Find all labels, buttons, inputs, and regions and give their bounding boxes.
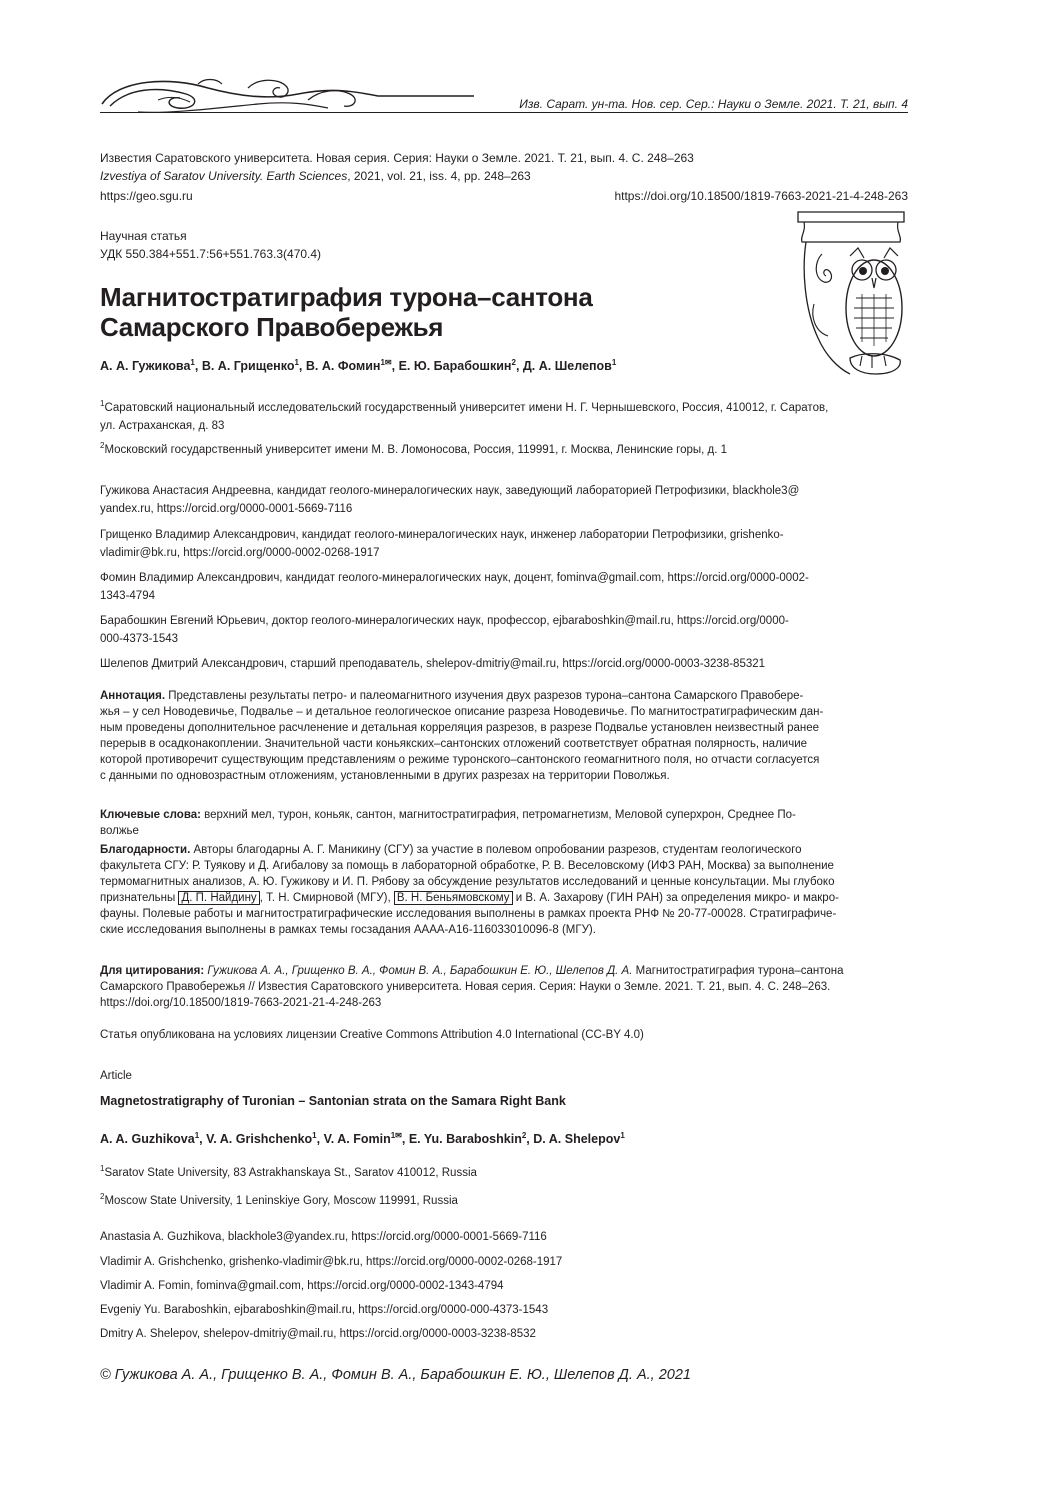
cite-line-2: Самарского Правобережья // Известия Саратовского университета. Новая серия. Серия: Науки о Земле. 2021. Т. 21, вып. 4. С. 248–263.: [100, 981, 831, 993]
authors-ru: А. А. Гужикова$^1$, В. А. Грищенко$^1$, В. А. Фомин$^{1✉}$, Е. Ю. Барабошкин$^2$, Д. А. Шелепов$^1$: [100, 357, 617, 373]
author-info-ru-2: [100, 527, 908, 561]
author-info-ru-1-line-2: yandex.ru, https://orcid.org/0000-0001-5669-7116: [100, 503, 353, 515]
author-en-2[interactable]: V. A. Grishchenko: [206, 1132, 313, 1146]
author-en-1[interactable]: A. A. Guzhikova: [100, 1132, 195, 1146]
boxed-name-naidin: Д. П. Найдину: [178, 891, 259, 905]
author-info-ru-3-line-1: Фомин Владимир Александрович, кандидат геолого-минералогических наук, доцент, fominva@gmail.com, https://orcid.org/0000-0002-: [100, 572, 809, 584]
cite-block: [100, 963, 908, 1011]
affiliation-ru-1: [100, 400, 908, 434]
author-info-ru-1-line-1: Гужикова Анастасия Андреевна, кандидат геолого-минералогических наук, заведующий лабораторией Петрофизики, blackhole3@: [100, 485, 800, 497]
doi-url[interactable]: https://doi.org/10.18500/1819-7663-2021-21-4-248-263: [614, 189, 908, 203]
acknowledgments-line-3: термомагнитных анализов, А. Ю. Гужикову и И. П. Рябову за обсуждение результатов исследований и ценные консультации. Мы глубоко: [100, 876, 835, 888]
site-url[interactable]: https://geo.sgu.ru: [100, 189, 193, 203]
acknowledgments-line-4-c: и В. А. Захарову (ГИН РАН) за определения микро- и макро-: [512, 892, 839, 904]
author-ru-2-sup: 1: [294, 357, 299, 367]
keywords-line-1: верхний мел, турон, коньяк, сантон, магнитостратиграфия, петромагнетизм, Меловой суперхрон, Среднее По-: [200, 809, 796, 821]
affiliation-ru-2: [100, 442, 908, 458]
author-info-en-5: Dmitry A. Shelepov, shelepov-dmitriy@mail.ru, https://orcid.org/0000-0003-3238-8532: [100, 1328, 536, 1340]
citation-ru: Известия Саратовского университета. Новая серия. Серия: Науки о Земле. 2021. Т. 21, вып. 4. С. 248–263: [100, 151, 694, 165]
abstract-line-5: которой противоречит существующим представлениям о режиме туронского–сантонского геомагнитного поля, но отчасти согласуется: [100, 754, 820, 766]
affiliation-en-2: [100, 1193, 458, 1209]
copyright: © Гужикова А. А., Грищенко В. А., Фомин В. А., Барабошкин Е. Ю., Шелепов Д. А., 2021: [100, 1367, 691, 1383]
author-en-4-sup: 2: [521, 1130, 527, 1140]
acknowledgments-line-5: фауны. Полевые работы и магнитостратиграфические исследования выполнены в рамках проекта РНФ № 20-77-00028. Стратиграфиче-: [100, 908, 837, 920]
author-info-ru-4-line-1: Барабошкин Евгений Юрьевич, доктор геолого-минералогических наук, профессор, ejbaraboshkin@mail.ru, https://orcid.org/0000-: [100, 615, 789, 627]
author-info-ru-3-line-2: 1343-4794: [100, 590, 155, 602]
author-ru-1[interactable]: А. А. Гужикова: [100, 359, 191, 373]
acknowledgments-line-6: ские исследования выполнены в рамках темы госзадания АААА-А16-116033010096-8 (МГУ).: [100, 924, 596, 936]
author-info-ru-5-line-1: Шелепов Дмитрий Александрович, старший преподаватель, shelepov-dmitriy@mail.ru, https://orcid.org/0000-0003-3238-85321: [100, 658, 766, 670]
author-info-en-2: Vladimir A. Grishchenko, grishenko-vladimir@bk.ru, https://orcid.org/0000-0002-0268-1917: [100, 1256, 563, 1268]
acknowledgments: [100, 842, 908, 938]
keywords-line-2: волжье: [100, 825, 139, 837]
author-ru-5[interactable]: Д. А. Шелепов: [522, 359, 612, 373]
affiliation-ru-1-line-1: Саратовский национальный исследовательский государственный университет имени Н. Г. Чернышевского, Россия, 410012, г. Саратов,: [104, 402, 829, 414]
abstract-line-2: жья – у сел Новодевичье, Подвалье – и детальное геологическое описание разреза Новодевичье. По магнитостратиграфическим дан-: [100, 706, 824, 718]
affiliation-ru-2-line-1: Московский государственный университет имени М. В. Ломоносова, Россия, 119991, г. Москва, Ленинские горы, д. 1: [104, 444, 728, 456]
author-info-ru-4-line-2: 000-4373-1543: [100, 633, 179, 645]
udk: УДК 550.384+551.7:56+551.763.3(470.4): [100, 247, 322, 261]
citation-en-rest: , 2021, vol. 21, iss. 4, pp. 248–263: [347, 169, 531, 183]
affiliation-ru-1-sup: 1: [100, 399, 105, 409]
cite-label: Для цитирования:: [100, 965, 205, 977]
author-info-ru-1: [100, 483, 908, 517]
author-info-ru-5: [100, 656, 908, 672]
acknowledgments-line-2: факультета СГУ: Р. Туякову и Д. Агибалову за помощь в лабораторной обработке, Р. В. Веселовскому (ИФЗ РАН, Москва) за выполнение: [100, 860, 834, 872]
author-info-ru-2-line-2: vladimir@bk.ru, https://orcid.org/0000-0002-0268-1917: [100, 547, 380, 559]
header-rule: [100, 112, 908, 113]
author-ru-1-sup: 1: [190, 357, 195, 367]
article-type: Научная статья: [100, 229, 187, 243]
author-info-en-4: Evgeniy Yu. Baraboshkin, ejbaraboshkin@mail.ru, https://orcid.org/0000-000-4373-1543: [100, 1304, 549, 1316]
cite-authors: Гужикова А. А., Грищенко В. А., Фомин В. А., Барабошкин Е. Ю., Шелепов Д. А.: [204, 965, 633, 977]
article-en-label: Article: [100, 1070, 132, 1082]
abstract-line-3: ным проведены дополнительное расчленение и детальная корреляция разрезов, в разрезе Подвалье установлен неизвестный ранее: [100, 722, 819, 734]
citation-en: [100, 168, 531, 184]
abstract-line-1: Представлены результаты петро- и палеомагнитного изучения двух разрезов турона–сантона Самарского Правобере-: [165, 690, 804, 702]
title-ru-line-1: Магнитостратиграфия турона–сантона: [100, 282, 593, 312]
acknowledgments-line-4: [100, 890, 908, 906]
keywords-label: Ключевые слова:: [100, 809, 201, 821]
owl-emblem: [792, 208, 910, 380]
affiliation-en-2-text: Moscow State University, 1 Leninskiye Gory, Moscow 119991, Russia: [104, 1195, 458, 1207]
affiliation-en-1: [100, 1165, 477, 1181]
cite-line-1-rest: Магнитостратиграфия турона–сантона: [632, 965, 844, 977]
author-ru-5-sup: 1: [611, 357, 617, 367]
citation-en-journal: Izvestiya of Saratov University. Earth Sciences: [100, 169, 348, 183]
running-header: Изв. Сарат. ун-та. Нов. сер. Сер.: Науки о Земле. 2021. Т. 21, вып. 4: [519, 97, 908, 111]
author-info-ru-4: [100, 613, 908, 647]
author-en-2-sup: 1: [312, 1130, 317, 1140]
author-info-en-3: Vladimir A. Fomin, fominva@gmail.com, https://orcid.org/0000-0002-1343-4794: [100, 1280, 504, 1292]
affiliation-en-1-text: Saratov State University, 83 Astrakhanskaya St., Saratov 410012, Russia: [104, 1167, 477, 1179]
author-info-en-1: Anastasia A. Guzhikova, blackhole3@yandex.ru, https://orcid.org/0000-0001-5669-7116: [100, 1231, 547, 1243]
abstract-line-6: с данными по одновозрастным отложениям, установленными в других разрезах на территории Поволжья.: [100, 770, 670, 782]
acknowledgments-line-4-a: признательны: [100, 892, 179, 904]
authors-en: A. A. Guzhikova$^1$, V. A. Grishchenko$^1$, V. A. Fomin$^{1✉}$, E. Yu. Baraboshkin$^2$, D. A. Shelepov$^1$: [100, 1130, 625, 1146]
author-info-ru-2-line-1: Грищенко Владимир Александрович, кандидат геолого-минералогических наук, инженер лаборатории Петрофизики, grishenko-: [100, 529, 784, 541]
author-ru-4-sup: 2: [511, 357, 516, 367]
acknowledgments-line-1: Авторы благодарны А. Г. Маникину (СГУ) за участие в полевом опробовании разрезов, студентам геологического: [190, 844, 802, 856]
author-en-4[interactable]: E. Yu. Baraboshkin: [408, 1132, 522, 1146]
abstract-line-4: перерыв в осадконакоплении. Значительной части коньякских–сантонских отложений соответствует обратная полярность, наличие: [100, 738, 808, 750]
author-info-ru-3: [100, 570, 908, 604]
affiliation-en-2-sup: 2: [100, 1192, 105, 1202]
author-ru-3[interactable]: В. А. Фомин: [305, 359, 381, 373]
acknowledgments-label: Благодарности.: [100, 844, 191, 856]
author-ru-4[interactable]: Е. Ю. Барабошкин: [398, 359, 512, 373]
affiliation-ru-2-sup: 2: [100, 441, 105, 451]
acknowledgments-line-4-b: , Т. Н. Смирновой (МГУ),: [259, 892, 394, 904]
affiliation-ru-1-line-2: ул. Астраханская, д. 83: [100, 420, 225, 432]
author-en-1-sup: 1: [194, 1130, 200, 1140]
author-en-5[interactable]: D. A. Shelepov: [533, 1132, 621, 1146]
title-ru: [100, 282, 760, 342]
license-note: Статья опубликована на условиях лицензии Creative Commons Attribution 4.0 International (CC-BY 4.0): [100, 1029, 644, 1041]
author-en-3[interactable]: V. A. Fomin: [323, 1132, 391, 1146]
abstract: [100, 688, 908, 784]
affiliation-en-1-sup: 1: [100, 1164, 105, 1174]
cite-doi-link[interactable]: https://doi.org/10.18500/1819-7663-2021-21-4-248-263: [100, 997, 382, 1009]
title-ru-line-2: Самарского Правобережья: [100, 312, 444, 342]
author-en-5-sup: 1: [620, 1130, 625, 1140]
author-ru-2[interactable]: В. А. Грищенко: [201, 359, 295, 373]
title-en: Magnetostratigraphy of Turonian – Santonian strata on the Samara Right Bank: [100, 1094, 566, 1108]
author-en-3-sup: 1✉: [390, 1130, 402, 1140]
boxed-name-benyamovsky: В. Н. Беньямовскому: [394, 891, 513, 905]
keywords: [100, 807, 908, 839]
abstract-label: Аннотация.: [100, 690, 166, 702]
author-ru-3-sup: 1✉: [380, 357, 392, 367]
